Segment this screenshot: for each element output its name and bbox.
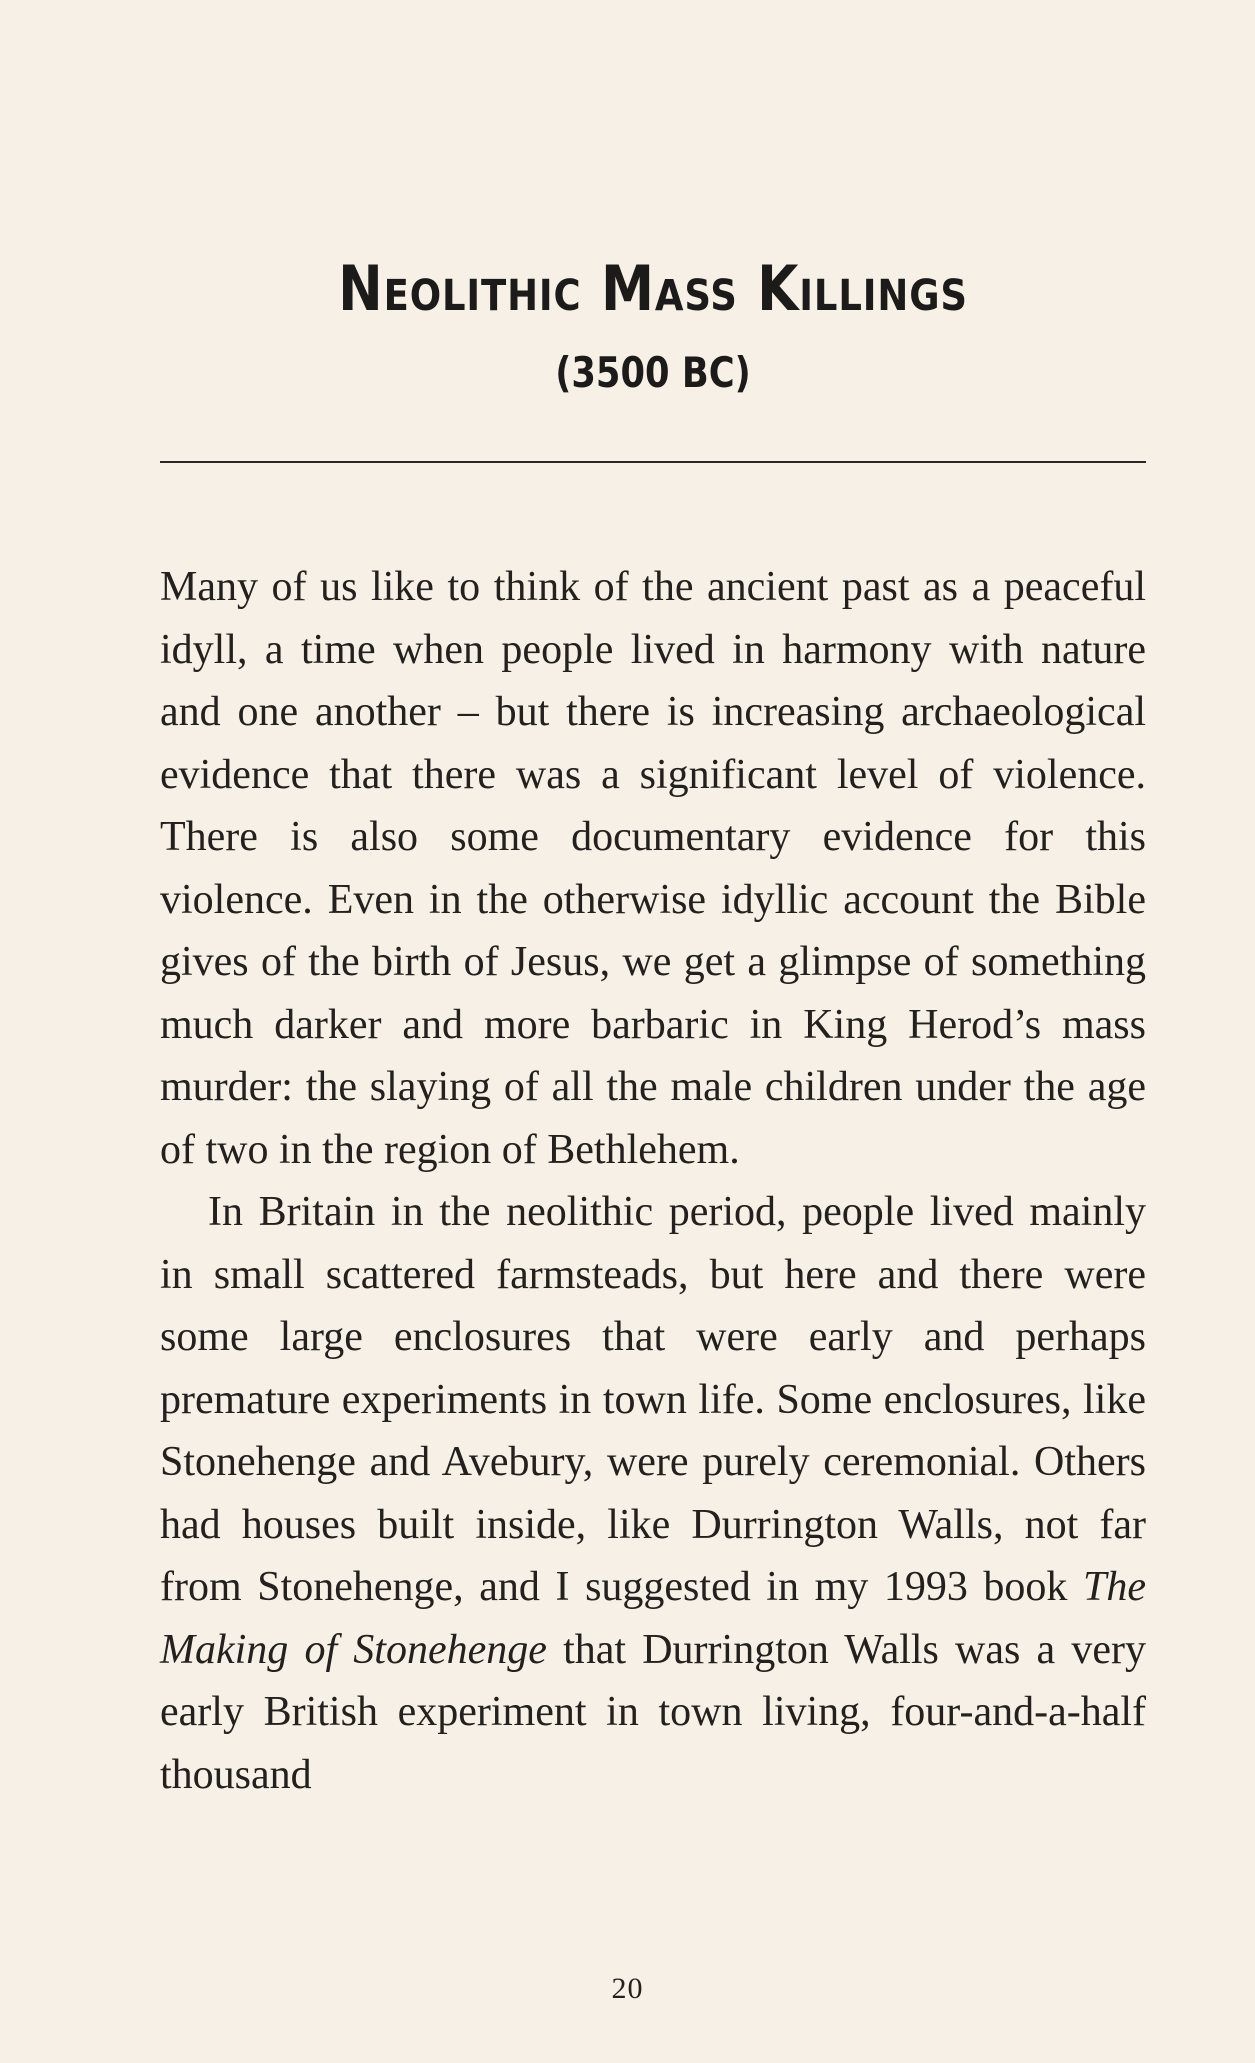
paragraph-2-text-after: that Durrington Walls was a very early British experiment in town living, four-and-a-half thousand — [160, 1626, 1146, 1798]
header-divider — [160, 461, 1146, 463]
book-title-reference: The Making of Stonehenge — [160, 1564, 1146, 1673]
chapter-header — [160, 252, 1146, 397]
paragraph-1: Many of us like to think of the ancient past as a peaceful idyll, a time when people lived in harmony with nature and one another – but there is increasing archaeological evidence that there was a significant level of violence. There is also some documentary evidence for this violence. Even in the otherwise idyllic account the Bible gives of the birth of Jesus, we get a glimpse of something much darker and more barbaric in King Herod’s mass murder: the slaying of all the male children under the age of two in the region of Bethlehem. — [160, 564, 1146, 1173]
chapter-title: Neolithic Mass Killings — [338, 252, 968, 325]
paragraph-2 — [160, 1181, 1146, 1806]
chapter-body — [160, 556, 1146, 1806]
page-number: 20 — [611, 1972, 644, 2005]
chapter-date: (3500 BC) — [555, 348, 751, 397]
paragraph-2-text-before: In Britain in the neolithic period, people lived mainly in small scattered farmsteads, but here and there were some large enclosures that were early and perhaps premature experiments in town life. Some enclosures, like Stonehenge and Avebury, were purely ceremonial. Others had houses built inside, like Durrington Walls, not far from Stonehenge, and I suggested in my 1993 book — [160, 1189, 1146, 1610]
